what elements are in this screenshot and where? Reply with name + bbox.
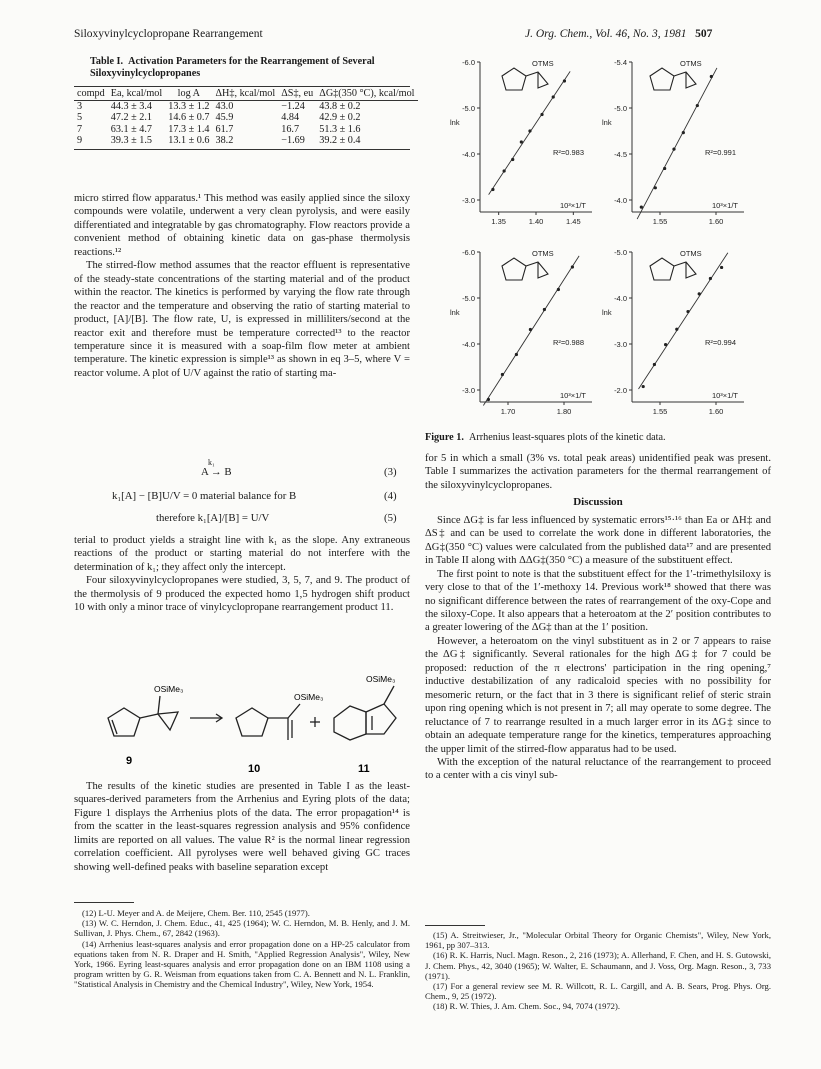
- cyclopropyl-bonds: [674, 72, 696, 88]
- table-cell: 16.7: [281, 123, 300, 135]
- footnote: (14) Arrhenius least-squares analysis and error propagation done on a HP-25 calculator from equations taken from N. R. Draper and H. Smith, "Applied Regression Analysis", Wiley, New York, 1966. Eyring least-squares analysis and error propagation done on an IBM 1108 using a program written by G. R. Weisman from equations taken from C. A. Bennett and N. L. Franklin, "Statistical Analysis in Chemistry and the Chemical Industry", Wiley, New York, 1954.: [74, 938, 410, 990]
- paragraph: Since ΔG‡ is far less influenced by systematic errors¹⁵·¹⁶ than Ea or ΔH‡ and ΔS‡ and can be used to correlate the work done in different laboratories, the ΔG‡(350 °C) values were calculated from the published data¹⁷ and are presented in Table II along with ΔΔG‡(350 °C) a measure of the substituent effect.: [425, 514, 771, 567]
- col-loga: log A: [177, 88, 201, 99]
- data-point: [511, 158, 514, 161]
- compound-label-10: 10: [248, 763, 261, 775]
- x-tick-label: 1.55: [652, 407, 668, 416]
- compound-label-11: 11: [358, 763, 370, 775]
- table-row: [74, 101, 418, 113]
- y-tick-label: -4.0: [614, 196, 627, 205]
- r-squared-label: R²=0.983: [552, 148, 584, 157]
- table-cell: 38.2: [215, 135, 234, 147]
- bicycle-ring-11a: [334, 706, 366, 740]
- section-heading-discussion: Discussion: [573, 496, 623, 509]
- data-point: [654, 186, 657, 189]
- col-ea: Ea, kcal/mol: [110, 88, 163, 99]
- table-cell: 45.9: [215, 112, 234, 124]
- table1-caption: [90, 56, 410, 80]
- substituent-label-9: OSiMe₃: [154, 684, 184, 694]
- figure1-label: Figure 1.: [425, 432, 464, 443]
- x-tick-label: 1.40: [528, 217, 544, 226]
- data-point: [698, 292, 701, 295]
- paragraph: The stirred-flow method assumes that the reactor effluent is representative of the steady-state concentrations of the starting material and of the product within the reactor. The kinetics is performed by varying the flow rate through the reactor and the temperature and observing the ratio of starting material to product, [A]/[B]. The flow rate, U, is expressed in milliliters/second at the reactor exit and therefore must be temperature corrected¹³ to the reactor temperature since it is measured with a soap-film flow meter at ambient temperature. The kinetic expression is simple¹³ as shown in eq 3–5, where V = reactor volume. A plot of U/V against the ratio of starting ma-: [74, 260, 410, 379]
- table-cell: 9: [77, 135, 83, 147]
- footnote: (18) R. W. Thies, J. Am. Chem. Soc., 94, 7074 (1972).: [433, 1001, 620, 1012]
- bicycle-ring-11b: [366, 704, 396, 734]
- y-tick-label: -3.0: [614, 340, 627, 349]
- y-tick-label: -4.5: [614, 150, 627, 159]
- table-row: [74, 112, 418, 124]
- x-tick-label: 1.35: [491, 217, 506, 226]
- footnote-rule: [74, 902, 134, 903]
- table-row: [74, 135, 418, 147]
- figure1-caption: [425, 432, 770, 444]
- footnote-rule: [425, 925, 485, 926]
- y-tick-label: -5.0: [462, 294, 475, 303]
- otms-label: OTMS: [532, 59, 554, 68]
- data-point: [664, 343, 667, 346]
- data-point: [709, 277, 712, 280]
- table1-title: Activation Parameters for the Rearrangement of Several Siloxyvinylcyclopropanes: [90, 56, 375, 79]
- x-tick-label: 1.60: [708, 217, 724, 226]
- data-point: [675, 328, 678, 331]
- footnote: (16) R. K. Harris, Nucl. Magn. Reson., 2, 216 (1973); A. Allerhand, F. Chen, and H. S. Gutowski, J. Chem. Phys., 42, 3040 (1965); W. Walter, E. Schaumann, and J. Voss, Org. Magn. Reson., 3, 733 (1971).: [425, 950, 771, 981]
- table-cell: 14.6 ± 0.7: [168, 112, 210, 124]
- y-tick-label: -4.0: [462, 150, 475, 159]
- col-ds: ΔS‡, eu: [281, 88, 314, 99]
- molecule-structure: [650, 68, 696, 90]
- y-tick-label: -3.0: [462, 196, 475, 205]
- eq4-number: (4): [384, 490, 397, 502]
- data-point: [672, 147, 675, 150]
- figure1: [440, 52, 770, 430]
- data-point: [682, 131, 685, 134]
- left-column-bottom: [74, 780, 410, 874]
- eq4: k₁[A] − [B]U/V = 0 material balance for B: [112, 490, 297, 502]
- right-column: [425, 452, 771, 783]
- table-cell: 13.3 ± 1.2: [168, 100, 210, 112]
- data-point: [696, 104, 699, 107]
- journal-citation: J. Org. Chem., Vol. 46, No. 3, 1981: [525, 28, 687, 40]
- table-cell: 43.8 ± 0.2: [319, 100, 361, 112]
- r-squared-label: R²=0.994: [704, 338, 736, 347]
- data-point: [653, 363, 656, 366]
- x-axis-label: 10³×1/T: [559, 201, 586, 210]
- y-tick-label: -4.0: [462, 340, 475, 349]
- data-point: [503, 169, 506, 172]
- cyclopropyl-bonds: [526, 72, 548, 88]
- table1-grid: [74, 88, 418, 147]
- paragraph: Four siloxyvinylcyclopropanes were studied, 3, 5, 7, and 9. The product of the thermolysis of 9 produced the expected homo 1,5 hydrogen shift product 10 with only a minor trace of vinylcyclopropane rearrangement product 11.: [74, 575, 410, 614]
- data-point: [710, 75, 713, 78]
- molecule-structure: [650, 258, 696, 280]
- table-cell: −1.24: [281, 100, 305, 112]
- ring: [650, 68, 674, 90]
- ring: [502, 258, 526, 280]
- x-tick-label: 1.45: [566, 217, 581, 226]
- x-axis-label: 10³×1/T: [711, 391, 738, 400]
- otms-label: OTMS: [680, 249, 702, 258]
- data-point: [528, 129, 531, 132]
- data-point: [557, 288, 560, 291]
- footnotes-right: [425, 930, 771, 1012]
- x-tick-label: 1.55: [652, 217, 668, 226]
- y-tick-label: -2.0: [614, 386, 627, 395]
- r-squared-label: R²=0.988: [552, 338, 584, 347]
- paragraph: The first point to note is that the substituent effect for the 1′-trimethylsiloxy is very close to that of the 1′-methoxy 14. Previous work¹⁸ showed that there was no significant difference between the rates of rearrangement of the oxy-Cope and the siloxy-Cope. It also appears that a heteroatom at the 2′ position contributes to a greater lowering of the ΔG‡ than at the 1′ position.: [425, 568, 771, 634]
- table-cell: 63.1 ± 4.7: [110, 123, 152, 135]
- data-point: [515, 353, 518, 356]
- molecule-structure: [502, 258, 548, 280]
- eq3-rate-constant: k₁: [208, 458, 215, 467]
- paragraph: However, a heteroatom on the vinyl substituent as in 2 or 7 appears to raise the ΔG‡ significantly. Several rationales for the high ΔG‡ for 7 could be proposed: reduction of the π electrons' participation in the ring opening,⁷ inductive destabilization of any radicaloid species with no possibility for mesomeric return, or the fact that in 3 there is significant relief of steric strain upon ring opening which is not present in 7; all may operate to some degree. The reluctance of 7 to rearrange resulted in a much larger error in its ΔG‡ since to obtain an adequate temperature range for the kinetics, temperatures approaching the upper limit of the stirred-flow apparatus had to be used.: [425, 635, 771, 755]
- cyclopropane-9: [158, 712, 178, 730]
- col-dh: ΔH‡, kcal/mol: [215, 88, 276, 99]
- data-point: [686, 310, 689, 313]
- substituent-label-11: OSiMe₃: [366, 674, 396, 684]
- data-point: [642, 385, 645, 388]
- data-point: [520, 140, 523, 143]
- table-cell: 13.1 ± 0.6: [168, 135, 210, 147]
- substituent-label-10: OSiMe₃: [294, 692, 324, 702]
- left-column-top: [74, 192, 410, 380]
- table-cell: 39.2 ± 0.4: [319, 135, 361, 147]
- table-cell: 39.3 ± 1.5: [110, 135, 152, 147]
- running-head-journal: [525, 28, 712, 40]
- data-point: [487, 398, 490, 401]
- paragraph: terial to product yields a straight line with k₁ as the slope. Any extraneous reactions of the product or starting material do not interfere with the determination of k₁; they affect only the intercept.: [74, 535, 410, 573]
- x-tick-label: 1.60: [708, 407, 724, 416]
- footnote: (17) For a general review see M. R. Willcott, R. L. Cargill, and A. B. Sears, Prog. Phys. Org. Chem., 9, 25 (1972).: [425, 981, 771, 1002]
- table1-label: Table I.: [90, 56, 124, 67]
- osi-bond-10: [288, 704, 300, 718]
- compound-label-9: 9: [126, 755, 133, 767]
- table-cell: 7: [77, 123, 83, 135]
- x-tick-label: 1.80: [556, 407, 572, 416]
- table-header-row: [74, 88, 418, 100]
- y-tick-label: -5.0: [462, 104, 475, 113]
- data-point: [720, 266, 723, 269]
- molecule-structure: [502, 68, 548, 90]
- col-dg: ΔG‡(350 °C), kcal/mol: [319, 88, 415, 99]
- data-point: [501, 373, 504, 376]
- x-axis-label: 10³×1/T: [711, 201, 738, 210]
- eq3: A → B: [201, 466, 232, 478]
- y-tick-label: -6.0: [462, 58, 475, 67]
- x-tick-label: 1.70: [500, 407, 516, 416]
- y-axis-label: lnk: [450, 308, 460, 317]
- cyclopropyl-bonds: [526, 262, 548, 278]
- data-point: [571, 265, 574, 268]
- table-cell: 3: [77, 100, 83, 112]
- data-point: [529, 328, 532, 331]
- figure1-caption-text: Arrhenius least-squares plots of the kinetic data.: [468, 432, 666, 443]
- table1: [74, 86, 415, 150]
- ring: [502, 68, 526, 90]
- y-tick-label: -5.4: [614, 58, 627, 67]
- figure1-plots: [440, 52, 770, 430]
- paragraph: The results of the kinetic studies are presented in Table I as the least-squares-derived parameters from the Arrhenius and Eyring plots of the data; Figure 1 displays the Arrhenius plots of the data. The error propagation¹⁴ is from the scatter in the least-squares regression analysis and 95% confidence limits are reported on all values. The value R² is the normal linear regression correlation coefficient. All pyrolyses were well behaved giving GC traces showing well-defined peaks with baseline separation except: [74, 781, 410, 873]
- data-point: [640, 206, 643, 209]
- table-top-rule: [74, 86, 410, 87]
- y-axis-label: lnk: [602, 308, 612, 317]
- otms-label: OTMS: [680, 59, 702, 68]
- y-tick-label: -5.0: [614, 248, 627, 257]
- y-tick-label: -4.0: [614, 294, 627, 303]
- data-point: [563, 79, 566, 82]
- table-cell: 61.7: [215, 123, 234, 135]
- table-cell: 47.2 ± 2.1: [110, 112, 152, 124]
- data-point: [663, 167, 666, 170]
- x-axis-label: 10³×1/T: [559, 391, 586, 400]
- eq5: therefore k₁[A]/[B] = U/V: [156, 512, 270, 524]
- eq5-number: (5): [384, 512, 397, 524]
- table-row: [74, 124, 418, 136]
- data-point: [491, 188, 494, 191]
- osi-bond-11: [384, 686, 394, 704]
- bond-9: [140, 714, 158, 718]
- table-cell: 51.3 ± 1.6: [319, 123, 361, 135]
- footnotes-left: [74, 908, 410, 990]
- paragraph: for 5 in which a small (3% vs. total peak areas) unidentified peak was present. Table I summarizes the activation parameters for the thermal rearrangement of the siloxyvinylcyclopropanes.: [425, 453, 771, 491]
- reaction-scheme: [74, 660, 410, 782]
- paragraph: micro stirred flow apparatus.¹ This method was easily applied since the siloxy compounds were volatile, underwent a very clean pyrolysis, and were easily differentiated and integratable by gas chromatography. Flow reactors provide a convenient method of obtaining kinetic data on gas-phase thermolysis reactions.¹²: [74, 193, 410, 258]
- y-tick-label: -6.0: [462, 248, 475, 257]
- running-head-title: Siloxyvinylcyclopropane Rearrangement: [74, 28, 263, 40]
- table-cell: 4.84: [281, 112, 300, 124]
- col-compd: compd: [77, 88, 105, 99]
- y-axis-label: lnk: [602, 118, 612, 127]
- footnote: (12) L-U. Meyer and A. de Meijere, Chem. Ber. 110, 2545 (1977).: [82, 908, 310, 918]
- data-point: [552, 95, 555, 98]
- ring: [650, 258, 674, 280]
- cyclopropyl-bonds: [674, 262, 696, 278]
- left-column-mid: [74, 534, 410, 615]
- table-cell: 43.0: [215, 100, 234, 112]
- paragraph: With the exception of the natural reluctance of the rearrangement to proceed to a center with a cis vinyl sub-: [425, 756, 771, 782]
- table-cell: 5: [77, 112, 83, 124]
- cyclopentene-ring-10: [236, 708, 268, 736]
- r-squared-label: R²=0.991: [704, 148, 736, 157]
- y-tick-label: -5.0: [614, 104, 627, 113]
- data-point: [543, 308, 546, 311]
- footnote: (15) A. Streitwieser, Jr., "Molecular Orbital Theory for Organic Chemists", Wiley, New York, 1961, pp 307–313.: [425, 930, 771, 951]
- page-number: 507: [695, 28, 713, 40]
- table-cell: 44.3 ± 3.4: [110, 100, 152, 112]
- fit-line: [637, 68, 717, 219]
- data-point: [540, 113, 543, 116]
- fit-line: [489, 71, 571, 194]
- table-bottom-rule: [74, 149, 410, 150]
- osi-bond-9: [158, 696, 160, 714]
- footnote: (13) W. C. Herndon, J. Chem. Educ., 41, 425 (1964); W. C. Herndon, M. B. Henly, and J. M. Sullivan, J. Phys. Chem., 67, 2842 (1963).: [74, 918, 410, 939]
- otms-label: OTMS: [532, 249, 554, 258]
- table-cell: 17.3 ± 1.4: [168, 123, 210, 135]
- table-cell: −1.69: [281, 135, 305, 147]
- table-cell: 42.9 ± 0.2: [319, 112, 361, 124]
- y-tick-label: -3.0: [462, 386, 475, 395]
- eq3-number: (3): [384, 466, 397, 478]
- y-axis-label: lnk: [450, 118, 460, 127]
